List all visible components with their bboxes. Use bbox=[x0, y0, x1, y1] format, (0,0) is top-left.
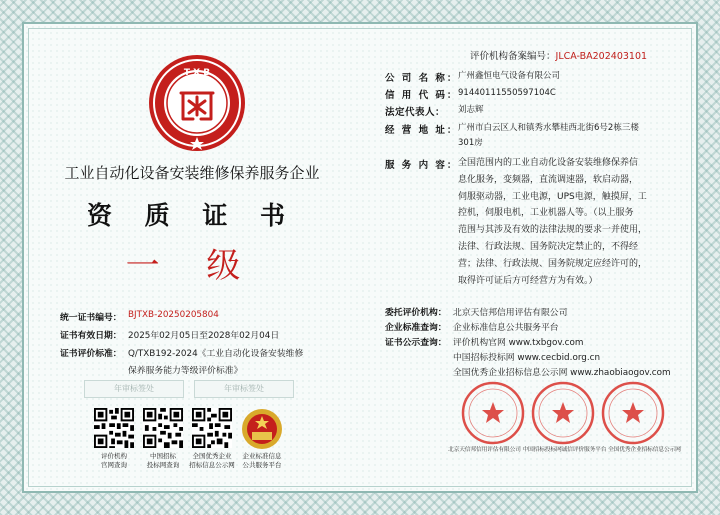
standard-query: 企业标准信息公共服务平台 bbox=[453, 323, 559, 333]
qr-code-icon[interactable] bbox=[192, 408, 232, 448]
service-line: 控机，伺服电机，工业机器人等。（以上服务 bbox=[458, 208, 634, 219]
public-query-link[interactable]: 全国优秀企业招标信息公示网 www.zhaobiaogov.com bbox=[453, 368, 671, 378]
eval-standard-line-2: 保养服务能力等级评价标准》 bbox=[128, 366, 243, 376]
address-line-1: 广州市白云区人和镇秀水攀桂西北街6号2栋三楼 bbox=[458, 123, 639, 133]
cert-number: BJTXB-20250205804 bbox=[128, 310, 219, 320]
official-seal-icon bbox=[530, 380, 596, 446]
enterprise-standard-emblem-icon[interactable] bbox=[241, 408, 283, 450]
public-query-link[interactable]: 中国招标投标网 www.cecbid.org.cn bbox=[453, 353, 601, 363]
certificate-title: 工业自动化设备安装维修保养服务企业 bbox=[64, 164, 320, 182]
address-label: 经 营 地 址： bbox=[385, 125, 459, 136]
eval-org-label: 委托评价机构： bbox=[385, 308, 447, 318]
qr-code-icon[interactable] bbox=[143, 408, 183, 448]
service-line: 营；法律、行政法规、国务院规定应经许可的， bbox=[458, 258, 648, 269]
txb-emblem-icon bbox=[147, 53, 247, 153]
cert-number-label: 统一证书编号： bbox=[60, 313, 122, 323]
qr-code-icon[interactable] bbox=[94, 408, 134, 448]
credit-code-label: 信 用 代 码： bbox=[385, 90, 459, 101]
certificate-heading: 资 质 证 书 bbox=[86, 201, 298, 230]
standard-query-label: 企业标准查询： bbox=[385, 323, 447, 333]
annual-review-label-box: 年审标签处 bbox=[84, 380, 184, 398]
address-line-2: 301房 bbox=[458, 138, 483, 148]
qr-caption: 全国优秀企业 招标信息公示网 bbox=[189, 452, 235, 469]
service-line: 范围与其涉及有效的法律法规的要求一并使用， bbox=[458, 225, 648, 236]
eval-standard-label: 证书评价标准： bbox=[60, 349, 122, 359]
eval-org: 北京天信邦信用评估有限公司 bbox=[453, 308, 568, 318]
company-name-label: 公 司 名 称： bbox=[385, 73, 459, 84]
legal-rep: 刘志辉 bbox=[458, 105, 484, 115]
legal-rep-label: 法定代表人： bbox=[385, 107, 446, 118]
qr-caption: 评价机构 官网查询 bbox=[101, 452, 127, 469]
service-line: 取得许可证后方可经营方为有效。） bbox=[458, 275, 598, 286]
public-query-label: 证书公示查询： bbox=[385, 338, 447, 348]
service-content bbox=[458, 155, 686, 289]
valid-date: 2025年02月05日至2028年02月04日 bbox=[128, 331, 280, 341]
service-line: 息化服务，变频器，直流调速器，软启动器， bbox=[458, 174, 639, 185]
svg-text:T X B: T X B bbox=[183, 68, 211, 78]
valid-date-label: 证书有效日期： bbox=[60, 331, 122, 341]
qr-caption: 企业标准信息 公共服务平台 bbox=[242, 452, 282, 469]
credit-code: 91440111550597104C bbox=[458, 88, 556, 98]
qr-caption: 中国招标 投标网查询 bbox=[146, 452, 180, 469]
service-label: 服 务 内 容： bbox=[385, 160, 459, 171]
public-query-link[interactable]: 评价机构官网 www.txbgov.com bbox=[453, 338, 584, 348]
official-seal-icon bbox=[460, 380, 526, 446]
eval-standard-line-1: Q/TXB192-2024《工业自动化设备安装维修 bbox=[128, 349, 304, 359]
service-line: 法律、行政法规、国务院决定禁止的，不得经 bbox=[458, 241, 639, 252]
certificate-grade: 一 级 bbox=[125, 246, 259, 286]
record-number: 评价机构备案编号：JLCA-BA202403101 bbox=[470, 51, 648, 62]
annual-review-label-box: 年审标签处 bbox=[194, 380, 294, 398]
official-seal-icon bbox=[600, 380, 666, 446]
seal-caption: 北京天信邦信用评估有限公司 中国招标投标网诚信评价服务平台 全国优秀企业招标信息公示网 bbox=[448, 447, 681, 453]
service-line: 全国范围内的工业自动化设备安装维修保养信 bbox=[458, 158, 639, 168]
service-line: 伺服驱动器，工业电源，UPS电源，触摸屏，工 bbox=[458, 191, 647, 202]
company-name: 广州鑫恒电气设备有限公司 bbox=[458, 71, 561, 81]
